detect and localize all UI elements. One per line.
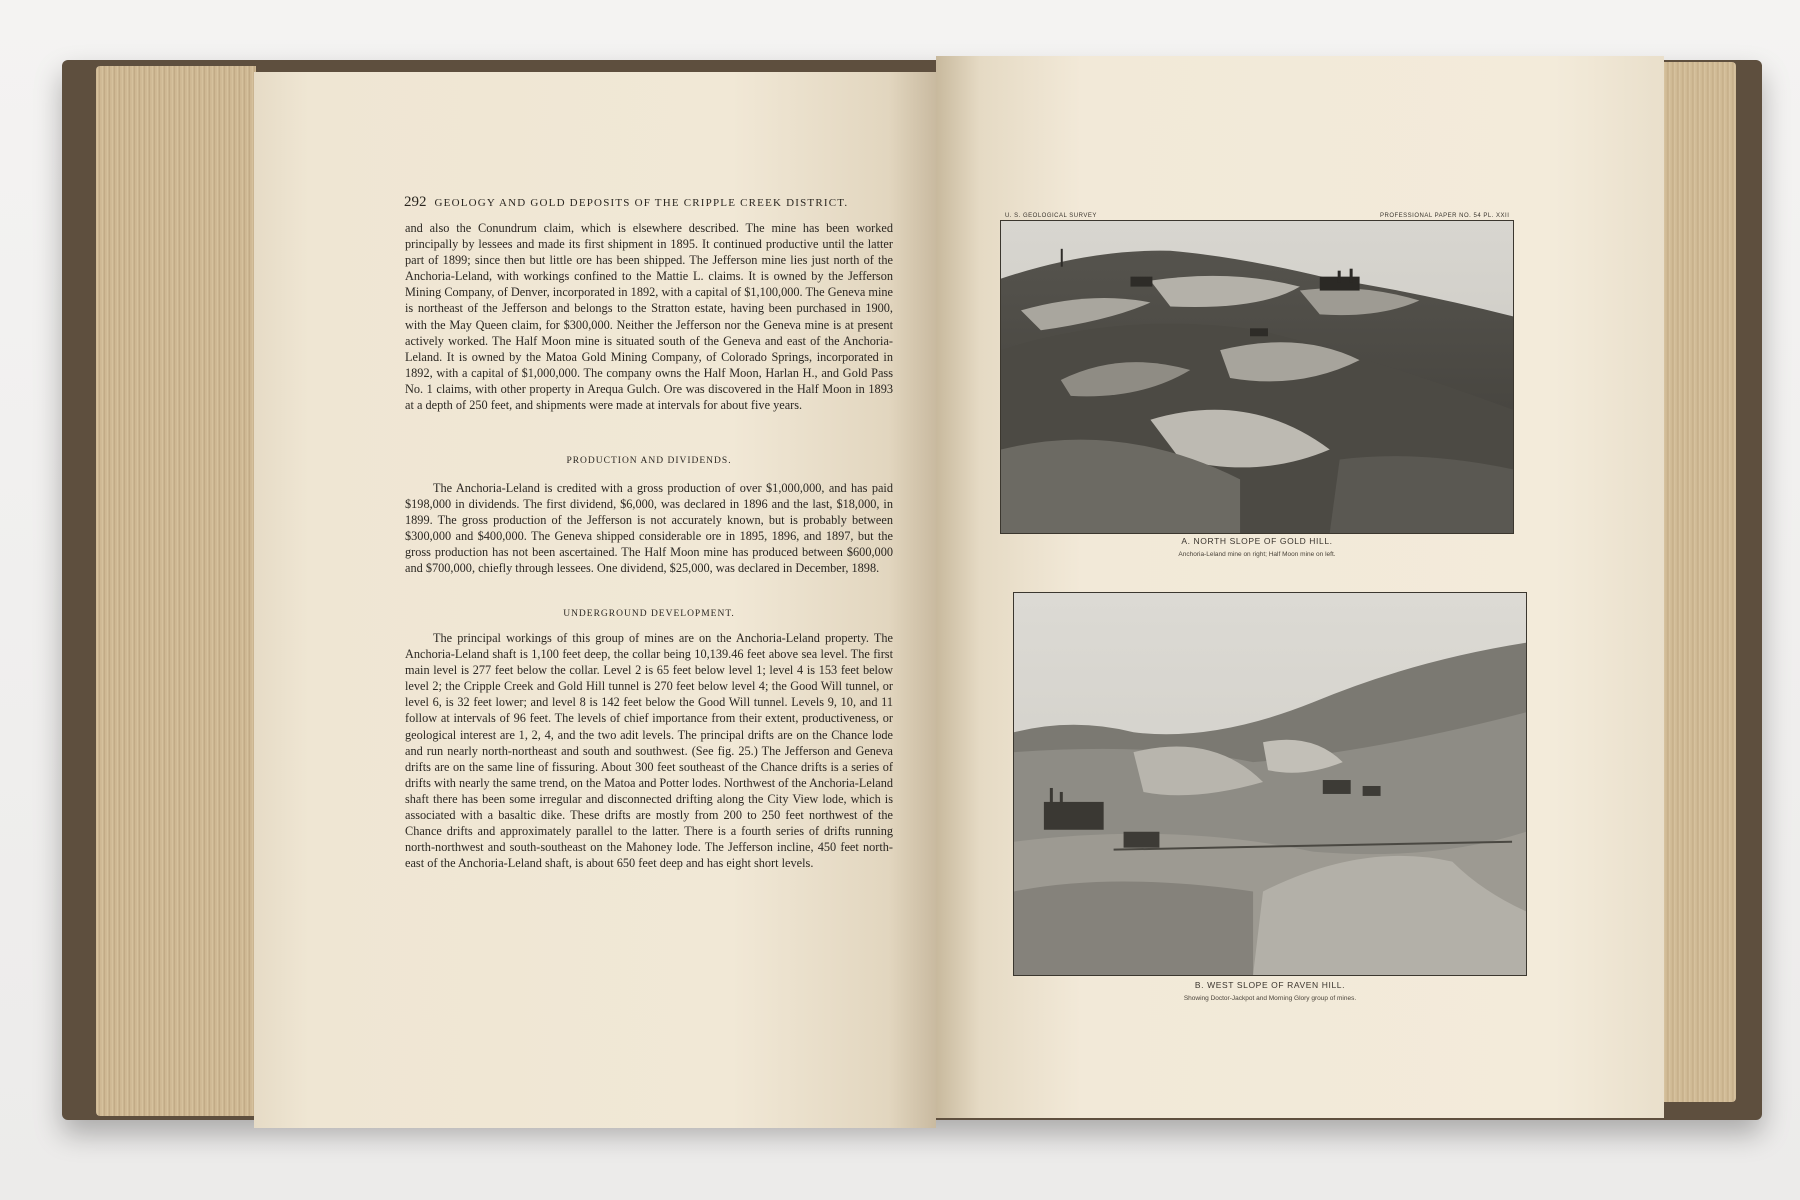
heading-production: PRODUCTION AND DIVIDENDS. bbox=[566, 456, 732, 466]
page-number: 292 bbox=[404, 194, 427, 210]
running-head-title: GEOLOGY AND GOLD DEPOSITS OF THE CRIPPLE CREEK DISTRICT. bbox=[434, 197, 849, 209]
paragraph-1: and also the Conundrum claim, which is elsewhere described. The mine has been worked principally by lessees and made its first shipment in 1895. It continued productive until the latter part of 1899; since then but little ore has been shipped. The Jefferson mine lies just north of the Anchoria-Leland, with workings confined to the Mattie L. claims. It is owned by the Jefferson Mining Company, of Denver, incorporated in 1892, with a capital of $1,100,000. The Geneva mine is northeast of the Jefferson and belongs to the Stratton estate, having been purchased in 1900, with the May Queen claim, for $300,000. Neither the Jefferson nor the Geneva mine is at present actively worked. The Half Moon mine is situated south of the Geneva and east of the Anchoria-Leland. It is owned by the Matoa Gold Mining Company, of Colorado Springs, incorporated in 1892, with a capital of $1,000,000. The company owns the Half Moon, Harlan H., and Gold Pass No. 1 claims, with other property in Arequa Gulch. Ore was discovered in the Half Moon in 1893 at a depth of 250 feet, and shipments were made at intervals for about five years. bbox=[405, 221, 893, 413]
running-head bbox=[404, 194, 854, 211]
plate-header-left: U. S. GEOLOGICAL SURVEY bbox=[1005, 213, 1097, 219]
plate-b-subtitle: Showing Doctor-Jackpot and Morning Glory group of mines. bbox=[1183, 995, 1357, 1002]
page-edges-left bbox=[96, 66, 256, 1116]
photo-west-slope-raven-hill bbox=[1013, 592, 1527, 976]
plate-b-title: B. WEST SLOPE OF RAVEN HILL. bbox=[1194, 980, 1346, 990]
plate-a-subtitle: Anchoria-Leland mine on right; Half Moon mine on left. bbox=[1178, 551, 1336, 558]
photo-north-slope-gold-hill bbox=[1000, 220, 1514, 534]
paragraph-2: The Anchoria-Leland is credited with a gross production of over $1,000,000, and has paid $198,000 in dividends. The first dividend, $6,000, was declared in 1896 and the last, $18,000, in 1899. The gross production of the Jefferson is not accurately known, but is probably between $300,000 and $400,000. The Geneva shipped considerable ore in 1895, 1896, and 1897, but the gross production has not been ascertained. The Half Moon mine has produced between $600,000 and $700,000, chiefly through lessees. One dividend, $25,000, was declared in December, 1898. bbox=[405, 481, 893, 576]
paragraph-intro bbox=[405, 220, 893, 413]
paragraph-3: The principal workings of this group of mines are on the Anchoria-Leland property. The Anchoria-Leland shaft is 1,100 feet deep, the collar being 10,139.46 feet above sea level. The first main level is 277 feet below the collar. Level 2 is 65 feet below level 1; level 4 is 153 feet below level 2; the Cripple Creek and Gold Hill tunnel is 270 feet below level 4; the Good Will tunnel, or level 6, is 32 feet lower; and level 8 is 142 feet below the Good Will tunnel. Levels 9, 10, and 11 follow at intervals of 96 feet. The levels of chief importance from their extent, productiveness, or geological interest are 1, 2, 4, and the two adit levels. The principal drifts are on the Chance lode and run nearly north-northeast and south and southwest. (See fig. 25.) The Jefferson and Geneva drifts are on the same line of fissuring. About 300 feet southeast of the Chance drifts is a series of drifts with nearly the same trend, on the Matoa and Potter lodes. Northwest of the Anchoria-Leland shaft there has been some irregular and disconnected drifting along the City View lode, which is associated with a basaltic dike. These drifts are mostly from 200 to 250 feet northwest of the Chance drifts and approximately parallel to the latter. There is a fourth series of drifts running north-northwest and south-southeast on the Mahoney lode. The Jefferson incline, 450 feet north-east of the Anchoria-Leland shaft, is about 650 feet deep and has eight short levels. bbox=[405, 631, 893, 871]
heading-underground: UNDERGROUND DEVELOPMENT. bbox=[563, 609, 735, 619]
plate-a-title: A. NORTH SLOPE OF GOLD HILL. bbox=[1181, 536, 1333, 546]
plate-header-right: PROFESSIONAL PAPER NO. 54 PL. XXII bbox=[1380, 213, 1510, 219]
paragraph-production bbox=[405, 480, 893, 577]
paragraph-underground bbox=[405, 630, 893, 871]
